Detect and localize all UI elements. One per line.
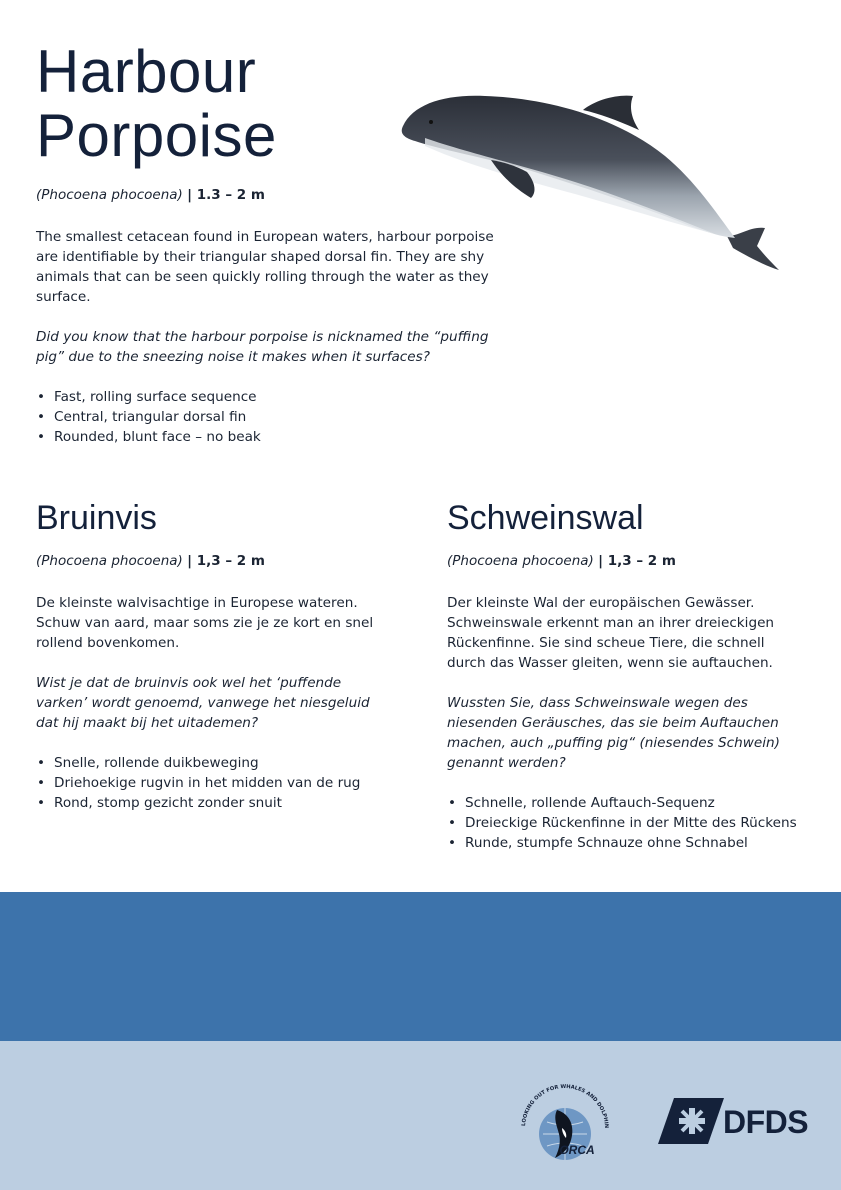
list-item: • Fast, rolling surface sequence [36, 387, 496, 407]
dutch-species-line [36, 553, 265, 569]
english-species-line [36, 187, 265, 203]
dutch-size: | 1,3 – 2 m [187, 553, 265, 569]
list-item: • Driehoekige rugvin in het midden van de rug [36, 773, 396, 793]
page-title [36, 40, 277, 168]
orca-logo [515, 1080, 615, 1164]
german-description: Der kleinste Wal der europäischen Gewässer. Schweinswale erkennt man an ihrer dreieckigen Rückenfinne. Sie sind scheue Tiere, die schnell durch das Wasser gleiten, wenn sie auftauchen. [447, 595, 775, 671]
dfds-wordmark: DFDS [723, 1104, 809, 1140]
orca-name: ORCA [559, 1143, 595, 1157]
dutch-description: De kleinste walvisachtige in Europese wateren. Schuw van aard, maar soms zie je ze kort en snel rollend bovenkomen. [36, 595, 374, 651]
german-fact: Wussten Sie, dass Schweinswale wegen des niesenden Geräusches, das sie beim Auftauchen machen, auch „puffing pig“ (niesendes Schwein) genannt werden? [447, 695, 780, 771]
list-item: • Dreieckige Rückenfinne in der Mitte des Rückens [447, 813, 827, 833]
english-fact: Did you know that the harbour porpoise is nicknamed the “puffing pig” due to the sneezing noise it makes when it surfaces? [36, 329, 489, 365]
dutch-heading: Bruinvis [36, 499, 157, 537]
list-item: • Rounded, blunt face – no beak [36, 427, 496, 447]
list-item: • Rond, stomp gezicht zonder snuit [36, 793, 396, 813]
german-species-line [447, 553, 676, 569]
english-size: | 1.3 – 2 m [187, 187, 265, 203]
dutch-fact: Wist je dat de bruinvis ook wel het ‘puffende varken’ wordt genoemd, vanwege het niesgeluid dat hij maakt bij het uitademen? [36, 675, 370, 731]
dutch-latin-name: (Phocoena phocoena) [36, 553, 183, 569]
list-item: • Snelle, rollende duikbeweging [36, 753, 396, 773]
list-item: • Central, triangular dorsal fin [36, 407, 496, 427]
english-bullet-list [36, 387, 496, 447]
footer-blue-band [0, 892, 841, 1041]
title-line-2: Porpoise [36, 102, 277, 169]
orca-arc-text: LOOKING OUT FOR WHALES AND DOLPHIN [521, 1083, 610, 1129]
title-line-1: Harbour [36, 38, 257, 105]
german-latin-name: (Phocoena phocoena) [447, 553, 594, 569]
german-size: | 1,3 – 2 m [598, 553, 676, 569]
german-heading: Schweinswal [447, 499, 644, 537]
english-latin-name: (Phocoena phocoena) [36, 187, 183, 203]
english-description: The smallest cetacean found in European waters, harbour porpoise are identifiable by their triangular shaped dorsal fin. They are shy animals that can be seen quickly rolling through the water as they surface. [36, 229, 494, 305]
list-item: • Schnelle, rollende Auftauch-Sequenz [447, 793, 827, 813]
dutch-bullet-list [36, 753, 396, 813]
list-item: • Runde, stumpfe Schnauze ohne Schnabel [447, 833, 827, 853]
german-bullet-list [447, 793, 827, 853]
